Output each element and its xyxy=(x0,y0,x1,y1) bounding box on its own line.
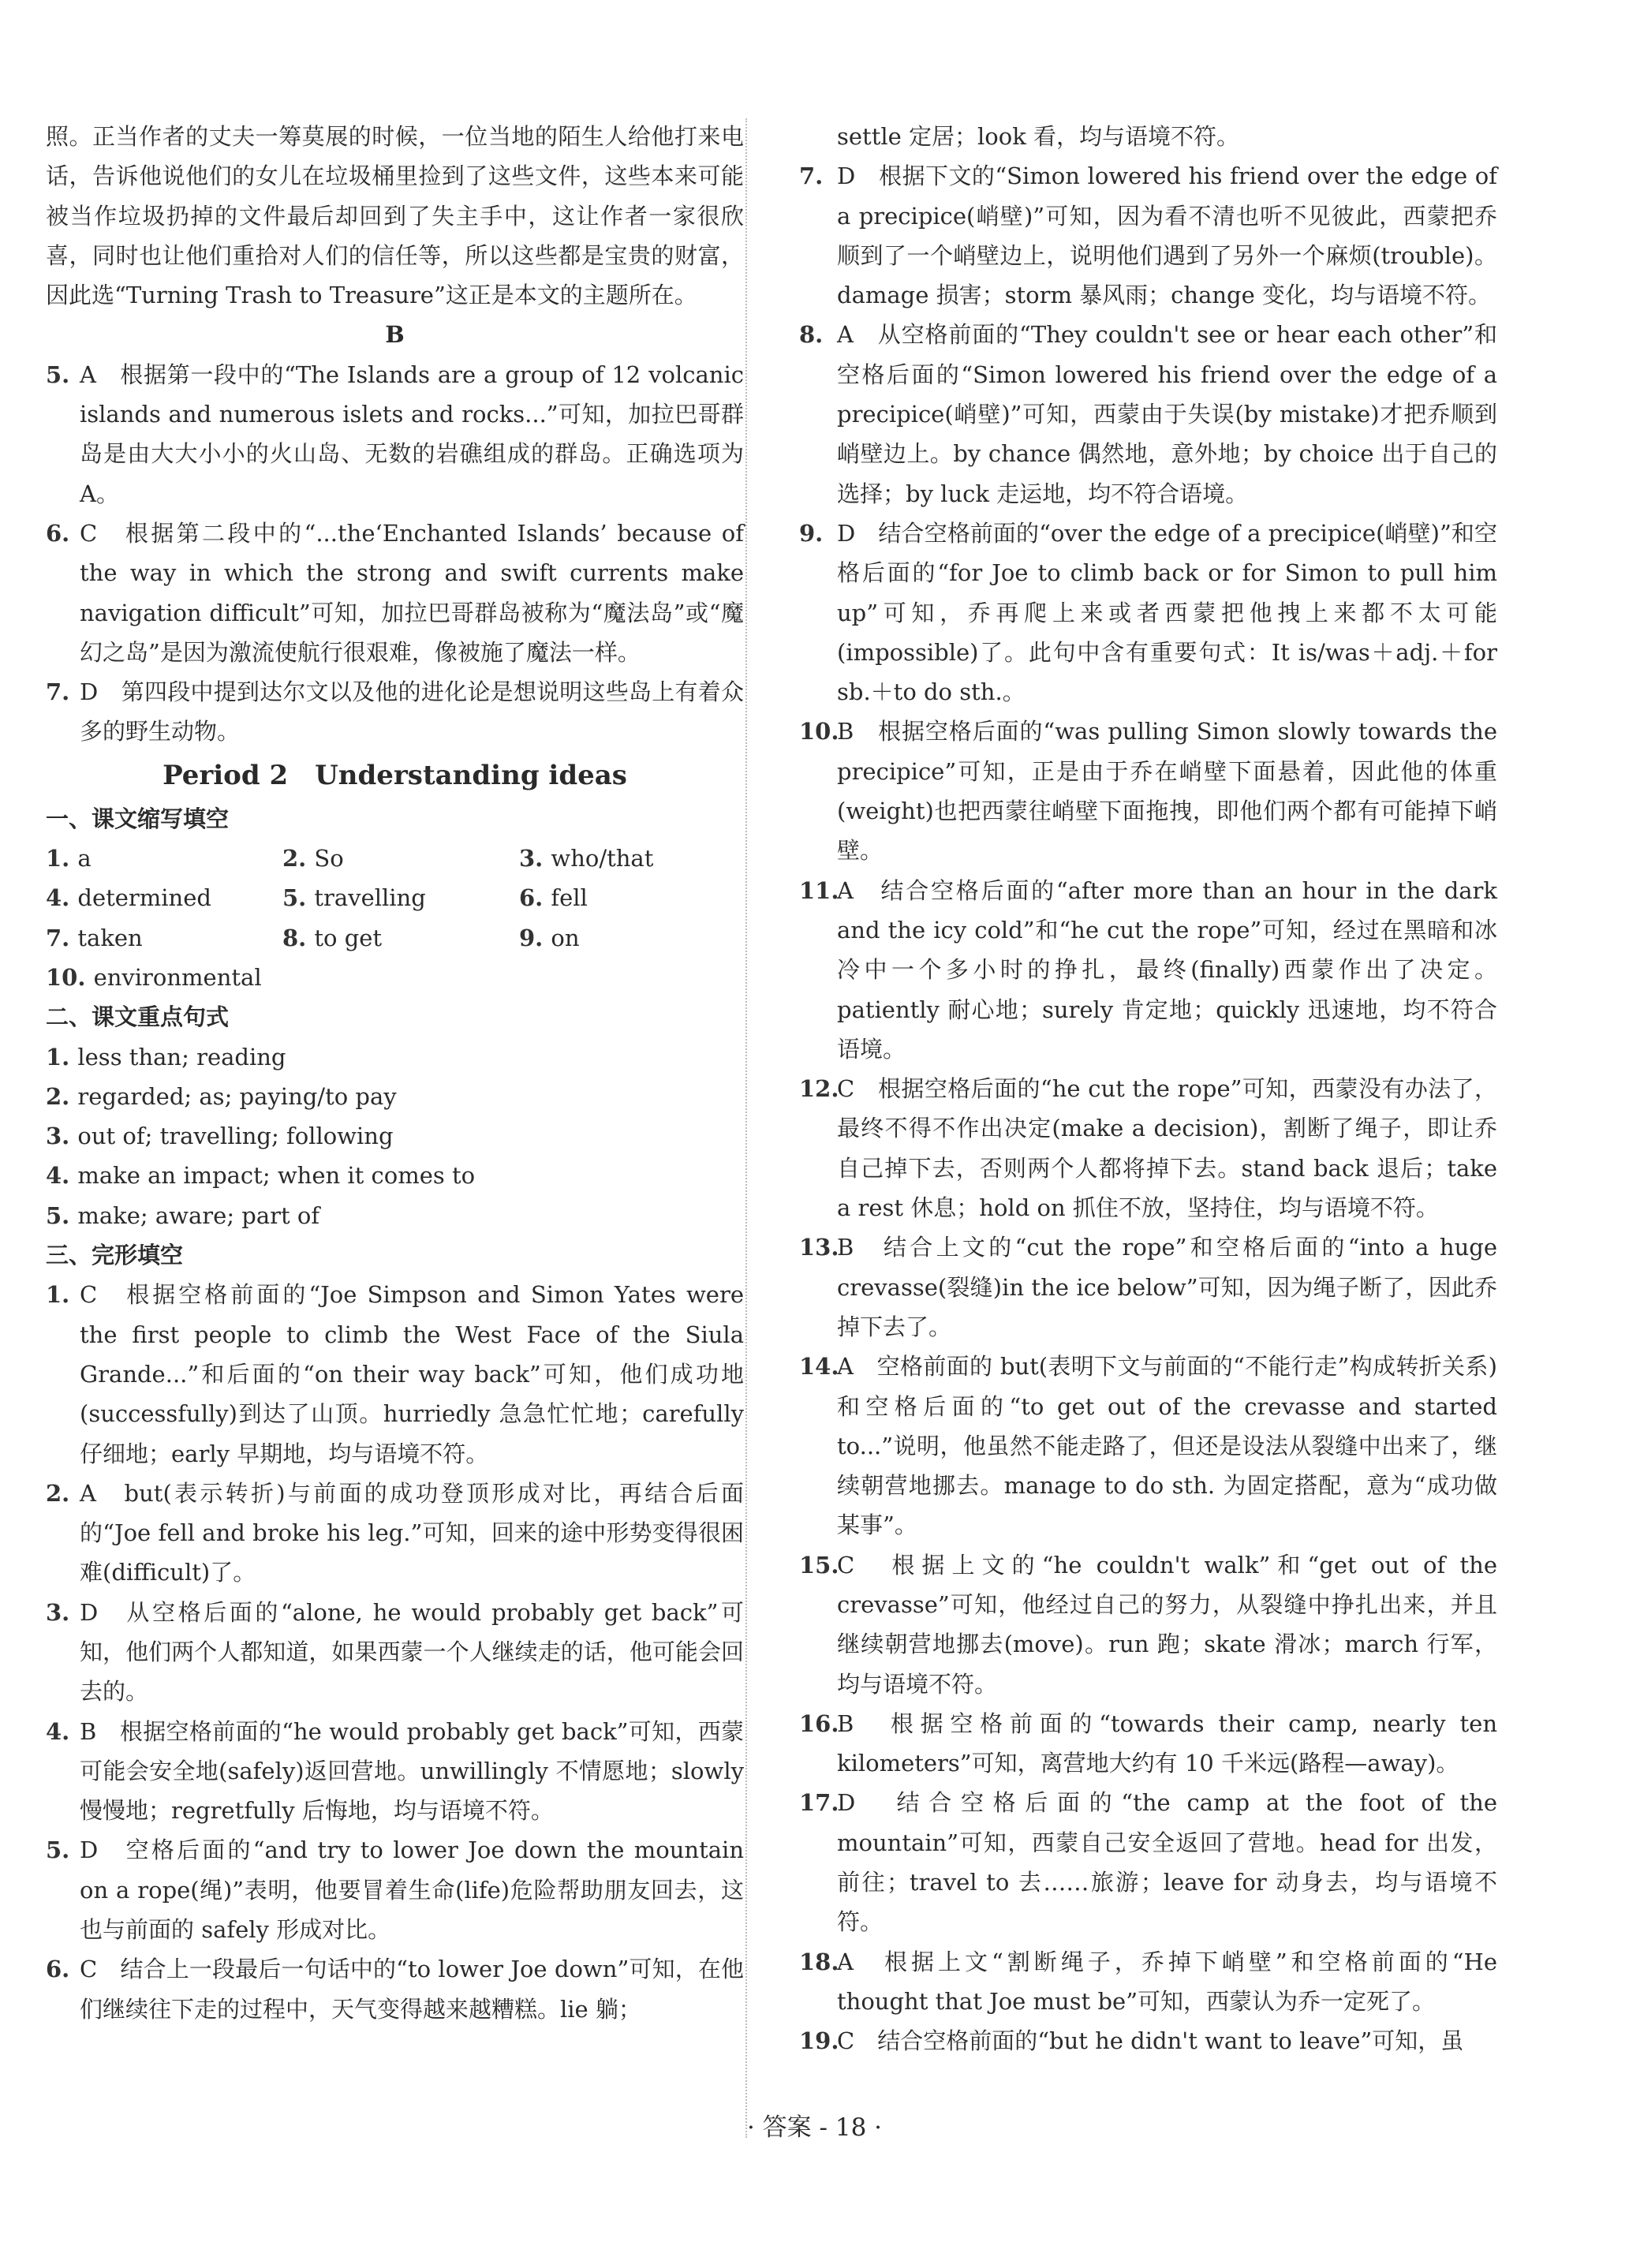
item-number: 10. xyxy=(799,718,839,745)
section1-answer-grid xyxy=(46,839,744,997)
column-divider xyxy=(745,118,747,2138)
item-number: 7. xyxy=(799,163,824,190)
item-number: 16. xyxy=(799,1709,839,1737)
blank-answer: 8. to get xyxy=(282,924,383,951)
item-number: 19. xyxy=(799,2027,839,2055)
blank-answer: 3. who/that xyxy=(519,845,654,872)
section3-right-item xyxy=(799,712,1497,870)
item-number: 7. xyxy=(46,678,70,706)
item-text: C 结合上一段最后一句话中的“to lower Joe down”可知，在他们继续往下走的过程中，天气变得越来越糟糕。lie 躺； xyxy=(80,1956,744,2023)
item-number: 4. xyxy=(46,1717,70,1745)
item-text: C 根据空格前面的“Joe Simpson and Simon Yates were the first people to climb the West Face of the Siula Grande...”和后面的“on their way back”可知，他们成功地(successfully)到达了山顶。hurriedly 急急忙忙地；carefully 仔细地；early 早期地，均与语境不符。 xyxy=(80,1281,744,1467)
section3-left-item xyxy=(46,1949,744,2029)
section-b-heading: B xyxy=(385,321,405,349)
blank-answer: 10. environmental xyxy=(46,963,262,991)
section3-right-item xyxy=(799,871,1497,1069)
section3-right-list xyxy=(799,117,1497,2061)
section1-heading: 一、课文缩写填空 xyxy=(46,805,230,832)
item-number: 15. xyxy=(799,1551,839,1579)
blank-answer: 9. on xyxy=(519,924,580,951)
item-number: 5. xyxy=(46,361,70,388)
sentence-answer: 3. out of; travelling; following xyxy=(46,1123,394,1150)
item-text: D 根据下文的“Simon lowered his friend over the edge of a precipice(峭壁)”可知，因为看不清也听不见彼此，西蒙把乔顺到了一个峭壁边上，说明他们遇到了另外一个麻烦(trouble)。damage 损害；storm 暴风雨；change 变化，均与语境不符。 xyxy=(837,163,1497,309)
left-column xyxy=(46,117,744,2029)
item-text: C 根据上文的“he couldn't walk”和“get out of the crevasse”可知，他经过自己的努力，从裂缝中挣扎出来，并且继续朝营地挪去(move)。run 跑；skate 滑冰；march 行军，均与语境不符。 xyxy=(837,1551,1497,1698)
item-text: A 根据第一段中的“The Islands are a group of 12 volcanic islands and numerous islets and rocks...”可知，加拉巴哥群岛是由大大小小的火山岛、无数的岩礁组成的群岛。正确选项为A。 xyxy=(80,361,744,507)
item-text: A 根据上文“割断绳子，乔掉下峭壁”和空格前面的“He thought that Joe must be”可知，西蒙认为乔一定死了。 xyxy=(837,1948,1497,2015)
item-text: C 结合空格前面的“but he didn't want to leave”可知，虽 xyxy=(837,2027,1464,2055)
item-text: A 结合空格后面的“after more than an hour in the dark and the icy cold”和“he cut the rope”可知，经过在黑暗和冰冷中一个多小时的挣扎，最终(finally)西蒙作出了决定。patiently 耐心地；surely 肯定地；quickly 迅速地，均不符合语境。 xyxy=(837,876,1497,1063)
item-text: D 第四段中提到达尔文以及他的进化论是想说明这些岛上有着众多的野生动物。 xyxy=(80,678,744,745)
item-number: 6. xyxy=(46,519,70,547)
sentence-answer: 2. regarded; as; paying/to pay xyxy=(46,1082,397,1110)
section3-right-item xyxy=(799,117,1497,156)
item-text: C 根据空格后面的“he cut the rope”可知，西蒙没有办法了，最终不得不作出决定(make a decision)，割断了绳子，即让乔自己掉下去，否则两个人都将掉下去。stand back 退后；take a rest 休息；hold on 抓住不放，坚持住，均与语境不符。 xyxy=(837,1075,1497,1222)
period-heading: Period 2 Understanding ideas xyxy=(163,759,627,791)
item-number: 14. xyxy=(799,1353,839,1381)
item-text: C 根据第二段中的“...the‘Enchanted Islands’ because of the way in which the strong and swift currents make navigation difficult”可知，加拉巴哥群岛被称为“魔法岛”或“魔幻之岛”是因为激流使航行很艰难，像被施了魔法一样。 xyxy=(80,519,744,666)
item-text: D 结合空格前面的“over the edge of a precipice(峭壁)”和空格后面的“for Joe to climb back or for Simon to pull him up”可知，乔再爬上来或者西蒙把他拽上来都不太可能(impossible)了。此句中含有重要句式：It is/was＋adj.＋for sb.＋to do sth.。 xyxy=(837,519,1497,706)
section3-left-item xyxy=(46,1593,744,1712)
sentence-answer: 1. less than; reading xyxy=(46,1043,286,1070)
section-b-item xyxy=(46,672,744,752)
section3-right-item xyxy=(799,514,1497,712)
item-text: settle 定居；look 看，均与语境不符。 xyxy=(837,123,1239,150)
section2-answer-list xyxy=(46,1037,744,1235)
section3-right-item xyxy=(799,1545,1497,1704)
section3-right-item xyxy=(799,1227,1497,1347)
blank-answer: 1. a xyxy=(46,845,92,872)
blank-answer: 7. taken xyxy=(46,924,143,951)
section3-right-item xyxy=(799,1942,1497,2022)
intro-paragraph: 照。正当作者的丈夫一筹莫展的时候，一位当地的陌生人给他打来电话，告诉他说他们的女儿在垃圾桶里捡到了这些文件，这些本来可能被当作垃圾扔掉的文件最后却回到了失主手中，这让作者一家很欣喜，同时也让他们重拾对人们的信任等，所以这些都是宝贵的财富，因此选“Turning Trash to Treasure”这正是本文的主题所在。 xyxy=(46,123,744,309)
item-text: B 结合上文的“cut the rope”和空格后面的“into a huge crevasse(裂缝)in the ice below”可知，因为绳子断了，因此乔掉下去了。 xyxy=(837,1234,1497,1340)
item-number: 17. xyxy=(799,1789,839,1817)
item-text: D 结合空格后面的“the camp at the foot of the mountain”可知，西蒙自己安全返回了营地。head for 出发，前往；travel to 去……旅游；leave for 动身去，均与语境不符。 xyxy=(837,1789,1497,1936)
item-text: A 空格前面的 but(表明下文与前面的“不能行走”构成转折关系)和空格后面的“to get out of the crevasse and started to...”说明，他虽然不能走路了，但还是设法从裂缝中出来了，继续朝营地挪去。manage to do sth. 为固定搭配，意为“成功做某事”。 xyxy=(837,1353,1497,1539)
section3-right-item xyxy=(799,2021,1497,2061)
item-number: 1. xyxy=(46,1281,70,1309)
item-text: D 空格后面的“and try to lower Joe down the mountain on a rope(绳)”表明，他要冒着生命(life)危险帮助朋友回去，这也与前面的 safely 形成对比。 xyxy=(80,1836,744,1944)
blank-answer: 2. So xyxy=(282,845,344,872)
section3-left-item xyxy=(46,1830,744,1949)
section3-heading: 三、完形填空 xyxy=(46,1242,184,1269)
item-text: A 从空格前面的“They couldn't see or hear each other”和空格后面的“Simon lowered his friend over the edge of a precipice(峭壁)”可知，西蒙由于失误(by mistake)才把乔顺到峭壁边上。by chance 偶然地，意外地；by choice 出于自己的选择；by luck 走运地，均不符合语境。 xyxy=(837,321,1497,507)
section3-right-item xyxy=(799,1347,1497,1545)
item-number: 6. xyxy=(46,1956,70,1983)
blank-answer: 6. fell xyxy=(519,884,588,912)
item-number: 18. xyxy=(799,1948,839,1975)
section3-left-item xyxy=(46,1474,744,1593)
item-text: A but(表示转折)与前面的成功登顶形成对比，再结合后面的“Joe fell and broke his leg.”可知，回来的途中形势变得很困难(difficult)了。 xyxy=(80,1479,744,1586)
blank-answer: 5. travelling xyxy=(282,884,426,912)
item-text: B 根据空格前面的“he would probably get back”可知，西蒙可能会安全地(safely)返回营地。unwillingly 不情愿地；slowly 慢慢地；regretfully 后悔地，均与语境不符。 xyxy=(80,1717,744,1825)
section-b-item xyxy=(46,355,744,514)
item-number: 8. xyxy=(799,321,824,349)
sentence-answer: 5. make; aware; part of xyxy=(46,1201,320,1229)
page-footer: · 答案 - 18 · xyxy=(746,2113,883,2142)
section3-left-item xyxy=(46,1712,744,1831)
item-text: B 根据空格后面的“was pulling Simon slowly towards the precipice”可知，正是由于乔在峭壁下面悬着，因此他的体重(weight)也把西蒙往峭壁下面拖拽，即他们两个都有可能掉下峭壁。 xyxy=(837,718,1497,865)
section3-right-item xyxy=(799,1704,1497,1784)
item-number: 9. xyxy=(799,519,824,547)
section3-right-item xyxy=(799,156,1497,315)
item-number: 12. xyxy=(799,1075,839,1103)
section3-right-item xyxy=(799,315,1497,513)
item-number: 2. xyxy=(46,1479,70,1507)
section2-heading: 二、课文重点句式 xyxy=(46,1003,230,1031)
item-number: 13. xyxy=(799,1234,839,1261)
right-column xyxy=(799,117,1497,2061)
section-b-item xyxy=(46,514,744,672)
item-number: 3. xyxy=(46,1598,70,1626)
item-number: 5. xyxy=(46,1836,70,1864)
section3-right-item xyxy=(799,1783,1497,1941)
section3-right-item xyxy=(799,1069,1497,1227)
item-text: D 从空格后面的“alone, he would probably get back”可知，他们两个人都知道，如果西蒙一个人继续走的话，他可能会回去的。 xyxy=(80,1598,744,1706)
sentence-answer: 4. make an impact; when it comes to xyxy=(46,1162,476,1190)
section3-left-list xyxy=(46,1275,744,2029)
item-number: 11. xyxy=(799,876,839,904)
section3-left-item xyxy=(46,1275,744,1473)
section-b-list xyxy=(46,355,744,752)
blank-answer: 4. determined xyxy=(46,884,211,912)
item-text: B 根据空格前面的“towards their camp, nearly ten kilometers”可知，离营地大约有 10 千米远(路程—away)。 xyxy=(837,1709,1497,1777)
